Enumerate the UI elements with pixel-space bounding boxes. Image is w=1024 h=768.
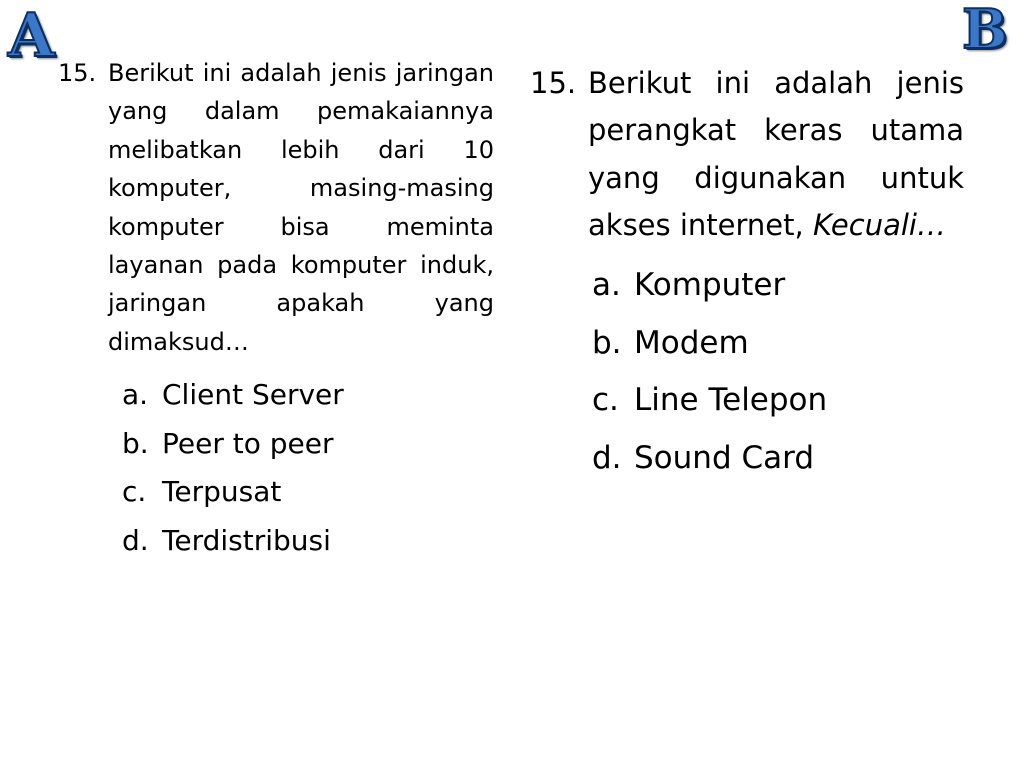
option-letter: b.: [122, 426, 149, 460]
option-text: Sound Card: [634, 439, 814, 476]
option-b-a: [592, 257, 964, 315]
question-a-text: Berikut ini adalah jenis jaringan yang dalam pemakaiannya melibatkan lebih dari 10 komputer, masing-masing komputer bisa meminta layanan pada komputer induk, jaringan apakah yang dimaksud…: [108, 59, 494, 356]
question-column-b: [530, 60, 964, 487]
option-letter: c.: [592, 382, 619, 419]
option-letter: b.: [592, 324, 622, 361]
question-b-exception: Kecuali…: [812, 207, 946, 242]
option-text: Terdistribusi: [162, 523, 331, 557]
question-b-number: 15.: [530, 66, 577, 100]
option-letter: a.: [122, 378, 149, 412]
option-letter: d.: [592, 439, 622, 476]
badge-a-logo: A: [8, 1, 55, 71]
question-column-a: [58, 54, 494, 565]
option-b-c: [592, 372, 964, 430]
question-b-options: [592, 257, 964, 487]
option-a-b: [122, 420, 494, 469]
option-letter: d.: [122, 523, 149, 557]
question-a-number: 15.: [58, 59, 97, 87]
question-b-text: [588, 60, 964, 249]
option-letter: c.: [122, 475, 147, 509]
option-a-c: [122, 468, 494, 517]
question-a-options: [122, 371, 494, 565]
option-b-b: [592, 315, 964, 373]
option-letter: a.: [592, 267, 621, 304]
option-text: Terpusat: [162, 475, 282, 509]
option-text: Client Server: [162, 378, 344, 412]
option-text: Peer to peer: [162, 426, 334, 460]
option-text: Komputer: [634, 267, 786, 304]
question-a: [58, 54, 494, 361]
option-b-d: [592, 430, 964, 488]
question-b: [530, 60, 964, 249]
option-a-a: [122, 371, 494, 420]
option-text: Modem: [634, 324, 749, 361]
badge-b-logo: B: [962, 0, 1008, 61]
option-text: Line Telepon: [634, 382, 828, 419]
question-b-main: Berikut ini adalah jenis perangkat keras utama yang digunakan untuk akses internet,: [588, 66, 964, 242]
option-a-d: [122, 517, 494, 566]
